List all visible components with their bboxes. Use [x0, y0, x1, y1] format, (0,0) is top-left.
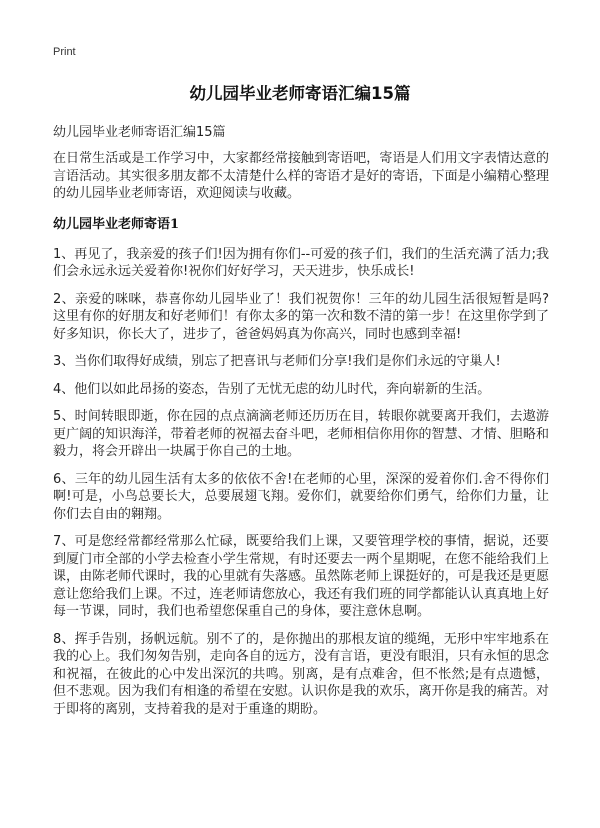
paragraph-7: 7、可是您经常都经常那么忙碌，既要给我们上课，又要管理学校的事情，据说，还要到厦门市全部的小学去检查小学生常规，有时还要去一两个星期呢，在您不能给我们上课，由陈老师代课时，我的心里就有失落感。虽然陈老师上课挺好的，可是我还是更愿意让您给我们上课。不过，连老师请您放心，我还有我们班的同学都能认认真真地上好每一节课，同时，我们也希望您保重自己的身体，要注意休息啊。	[53, 534, 549, 619]
document-body	[53, 150, 549, 728]
paragraph-2: 2、亲爱的咪咪，恭喜你幼儿园毕业了！我们祝贺你！三年的幼儿园生活很短暂是吗?这里有你的好朋友和好老师们！有你太多的第一次和数不清的第一步！在这里你学到了好多知识，你长大了，进步了，爸爸妈妈真为你高兴，同时也感到幸福!	[53, 291, 549, 342]
document-subtitle: 幼儿园毕业老师寄语汇编15篇	[53, 125, 226, 140]
paragraph-1: 1、再见了，我亲爱的孩子们!因为拥有你们--可爱的孩子们，我们的生活充满了活力;我们会永远永远关爱着你!祝你们好好学习，天天进步，快乐成长!	[53, 246, 549, 279]
paragraph-4: 4、他们以如此昂扬的姿态，告别了无忧无虑的幼儿时代，奔向崭新的生活。	[53, 381, 491, 397]
paragraph-5: 5、时间转眼即逝，你在园的点点滴滴老师还历历在目，转眼你就要离开我们，去遨游更广阔的知识海洋，带着老师的祝福去奋斗吧，老师相信你用你的智慧、才情、胆略和毅力，将会开辟出一块属于你自己的土地。	[53, 409, 549, 459]
paragraph-8: 8、挥手告别，扬帆远航。别不了的，是你抛出的那根友谊的缆绳，无形中牢牢地系在我的心上。我们匆匆告别，走向各自的远方，没有言语，更没有眼泪，只有永恒的思念和祝福，在彼此的心中发出深沉的共鸣。别离，是有点难舍，但不怅然;是有点遗憾，但不悲观。因为我们有相逢的希望在安慰。认识你是我的欢乐，离开你是我的痛苦。对于即将的离别，支持着我的是对于重逢的期盼。	[53, 631, 549, 717]
page-title: 幼儿园毕业老师寄语汇编15篇	[189, 84, 411, 103]
paragraph-3: 3、当你们取得好成绩，别忘了把喜讯与老师们分享!我们是你们永远的守巢人!	[53, 354, 501, 369]
section-heading: 幼儿园毕业老师寄语1	[53, 216, 180, 232]
paragraph-6: 6、三年的幼儿园生活有太多的依依不舍!在老师的心里，深深的爱着你们.舍不得你们啊!可是，小鸟总要长大，总要展翅飞翔。爱你们，就要给你们勇气，给你们力量，让你们去自由的翱翔。	[53, 471, 549, 522]
intro-paragraph: 在日常生活或是工作学习中，大家都经常接触到寄语吧，寄语是人们用文字表情达意的言语活动。其实很多朋友都不太清楚什么样的寄语才是好的寄语，下面是小编精心整理的幼儿园毕业老师寄语，欢迎阅读与收藏。	[53, 151, 549, 201]
print-link[interactable]: Print	[53, 46, 76, 58]
